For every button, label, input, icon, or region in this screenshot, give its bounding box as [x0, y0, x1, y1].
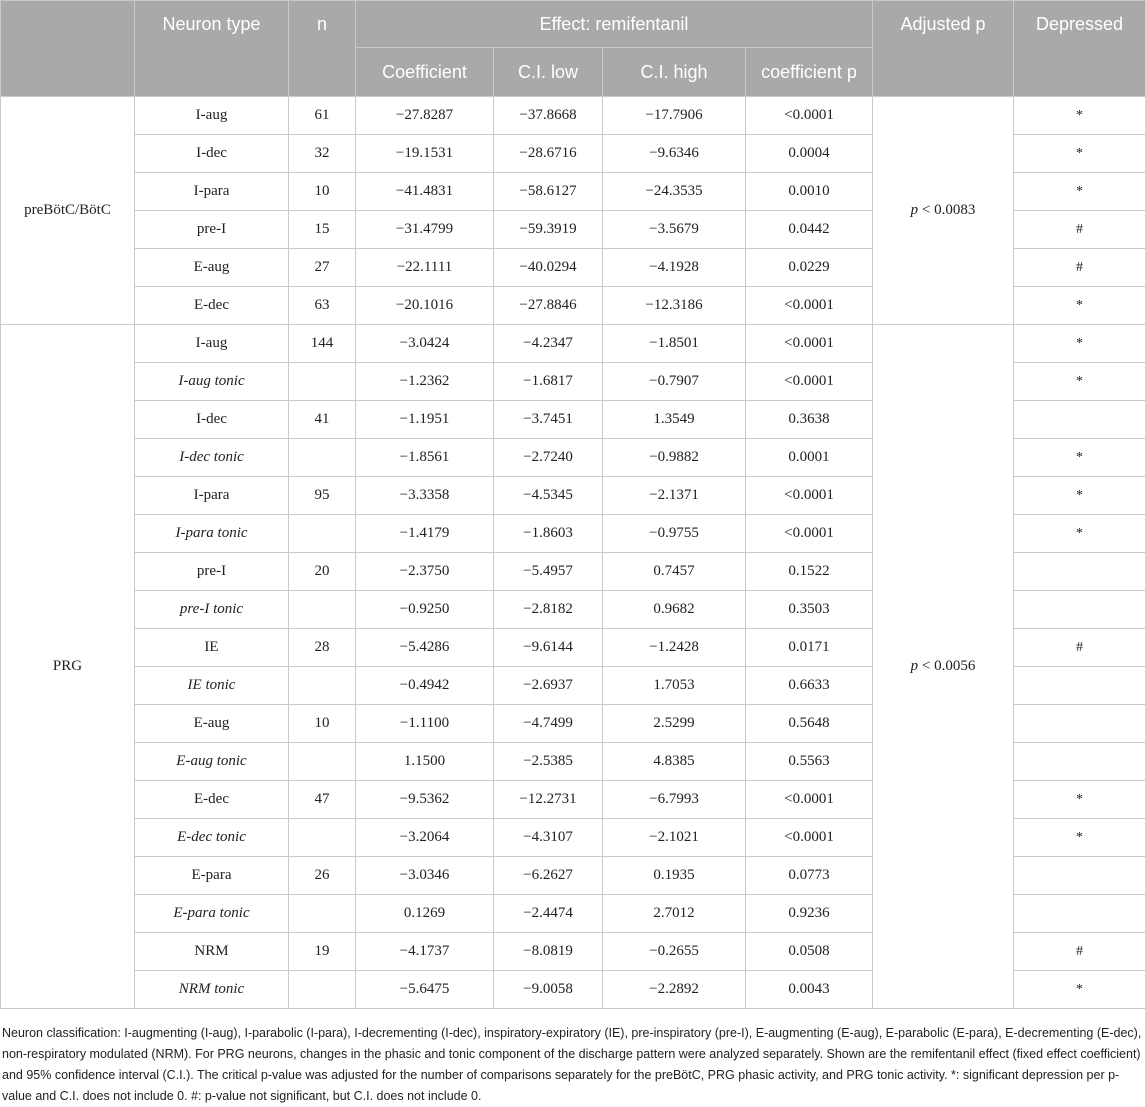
adjusted-p-symbol: p [911, 202, 919, 218]
ci-low-cell: −2.4474 [494, 895, 603, 933]
n-cell: 10 [289, 173, 356, 211]
ci-high-cell: −2.1021 [603, 819, 746, 857]
depressed-cell: # [1014, 249, 1145, 287]
ci-high-cell: −12.3186 [603, 287, 746, 325]
ci-low-cell: −2.8182 [494, 591, 603, 629]
depressed-cell [1014, 705, 1145, 743]
ci-low-cell: −27.8846 [494, 287, 603, 325]
n-cell [289, 895, 356, 933]
ci-high-cell: −1.2428 [603, 629, 746, 667]
coefficient-p-cell: <0.0001 [746, 363, 873, 401]
coefficient-cell: −19.1531 [356, 135, 494, 173]
depressed-cell: * [1014, 781, 1145, 819]
header-depressed: Depressed [1014, 1, 1145, 97]
depressed-cell: * [1014, 819, 1145, 857]
group-label: preBötC/BötC [1, 97, 135, 325]
depressed-cell: * [1014, 135, 1145, 173]
depressed-cell: * [1014, 971, 1145, 1009]
coefficient-cell: 1.1500 [356, 743, 494, 781]
neuron-type-cell: E-aug [135, 705, 289, 743]
ci-low-cell: −2.5385 [494, 743, 603, 781]
coefficient-p-cell: 0.0043 [746, 971, 873, 1009]
coefficient-p-cell: <0.0001 [746, 781, 873, 819]
ci-high-cell: −6.7993 [603, 781, 746, 819]
n-cell: 27 [289, 249, 356, 287]
ci-high-cell: −0.9755 [603, 515, 746, 553]
coefficient-cell: −3.0346 [356, 857, 494, 895]
coefficient-cell: −0.9250 [356, 591, 494, 629]
depressed-cell: # [1014, 629, 1145, 667]
coefficient-cell: −3.2064 [356, 819, 494, 857]
ci-low-cell: −1.6817 [494, 363, 603, 401]
ci-low-cell: −4.3107 [494, 819, 603, 857]
ci-low-cell: −4.2347 [494, 325, 603, 363]
ci-low-cell: −4.7499 [494, 705, 603, 743]
depressed-cell [1014, 857, 1145, 895]
coefficient-p-cell: 0.0171 [746, 629, 873, 667]
header-ci-high: C.I. high [603, 48, 746, 97]
coefficient-cell: −27.8287 [356, 97, 494, 135]
coefficient-cell: −31.4799 [356, 211, 494, 249]
n-cell: 32 [289, 135, 356, 173]
ci-low-cell: −2.7240 [494, 439, 603, 477]
n-cell: 144 [289, 325, 356, 363]
table-body [1, 97, 1145, 1009]
ci-high-cell: 0.7457 [603, 553, 746, 591]
ci-low-cell: −58.6127 [494, 173, 603, 211]
header-neuron-type: Neuron type [135, 1, 289, 97]
header-n: n [289, 1, 356, 97]
neuron-type-cell: E-dec [135, 287, 289, 325]
ci-low-cell: −40.0294 [494, 249, 603, 287]
n-cell: 63 [289, 287, 356, 325]
depressed-cell: * [1014, 363, 1145, 401]
coefficient-cell: −1.2362 [356, 363, 494, 401]
ci-high-cell: −24.3535 [603, 173, 746, 211]
coefficient-cell: −5.6475 [356, 971, 494, 1009]
coefficient-cell: −3.0424 [356, 325, 494, 363]
adjusted-p-symbol: p [911, 658, 919, 674]
neuron-type-cell: pre-I [135, 553, 289, 591]
coefficient-cell: −2.3750 [356, 553, 494, 591]
n-cell: 15 [289, 211, 356, 249]
coefficient-p-cell: <0.0001 [746, 97, 873, 135]
neuron-type-cell: E-aug [135, 249, 289, 287]
depressed-cell: * [1014, 287, 1145, 325]
coefficient-p-cell: 0.0773 [746, 857, 873, 895]
ci-high-cell: −2.2892 [603, 971, 746, 1009]
n-cell [289, 819, 356, 857]
ci-high-cell: 2.5299 [603, 705, 746, 743]
depressed-cell: # [1014, 211, 1145, 249]
neuron-type-cell: NRM [135, 933, 289, 971]
ci-high-cell: −17.7906 [603, 97, 746, 135]
neuron-type-cell: NRM tonic [135, 971, 289, 1009]
depressed-cell: * [1014, 325, 1145, 363]
depressed-cell: * [1014, 97, 1145, 135]
adjusted-p-threshold: < 0.0056 [918, 658, 975, 674]
ci-low-cell: −28.6716 [494, 135, 603, 173]
header-coefficient-p: coefficient p [746, 48, 873, 97]
n-cell: 61 [289, 97, 356, 135]
ci-high-cell: 0.1935 [603, 857, 746, 895]
coefficient-cell: −9.5362 [356, 781, 494, 819]
coefficient-cell: −1.8561 [356, 439, 494, 477]
depressed-cell: * [1014, 439, 1145, 477]
table-header [1, 1, 1145, 97]
neuron-type-cell: IE tonic [135, 667, 289, 705]
neuron-type-cell: E-para [135, 857, 289, 895]
n-cell: 10 [289, 705, 356, 743]
ci-low-cell: −9.6144 [494, 629, 603, 667]
depressed-cell [1014, 667, 1145, 705]
header-effect-remifentanil: Effect: remifentanil [356, 1, 873, 48]
ci-low-cell: −5.4957 [494, 553, 603, 591]
depressed-cell: * [1014, 173, 1145, 211]
neuron-type-cell: I-para tonic [135, 515, 289, 553]
coefficient-p-cell: 0.1522 [746, 553, 873, 591]
adjusted-p-cell [873, 97, 1014, 325]
n-cell [289, 743, 356, 781]
ci-high-cell: −3.5679 [603, 211, 746, 249]
ci-high-cell: −0.9882 [603, 439, 746, 477]
depressed-cell: * [1014, 515, 1145, 553]
coefficient-cell: −22.1111 [356, 249, 494, 287]
coefficient-p-cell: 0.0001 [746, 439, 873, 477]
ci-high-cell: −0.7907 [603, 363, 746, 401]
depressed-cell [1014, 895, 1145, 933]
neuron-type-cell: I-dec [135, 401, 289, 439]
ci-low-cell: −37.8668 [494, 97, 603, 135]
n-cell: 47 [289, 781, 356, 819]
ci-low-cell: −4.5345 [494, 477, 603, 515]
coefficient-p-cell: <0.0001 [746, 287, 873, 325]
n-cell: 19 [289, 933, 356, 971]
depressed-cell [1014, 743, 1145, 781]
table-footnote: Neuron classification: I-augmenting (I-aug), I-parabolic (I-para), I-decrementing (I-dec), inspiratory-expiratory (IE), pre-inspiratory (pre-I), E-augmenting (E-aug), E-parabolic (E-para), E-decrementing (E-dec), non-respiratory modulated (NRM). For PRG neurons, changes in the phasic and tonic component of the discharge pattern were analyzed separately. Shown are the remifentanil effect (fixed effect coefficient) and 95% confidence interval (C.I.). The critical p-value was adjusted for the number of comparisons separately for the preBötC, PRG phasic activity, and PRG tonic activity. *: significant depression per p-value and C.I. does not include 0. #: p-value not significant, but C.I. does not include 0. [2, 1023, 1143, 1107]
coefficient-p-cell: <0.0001 [746, 515, 873, 553]
neuron-type-cell: I-para [135, 477, 289, 515]
neuron-type-cell: E-para tonic [135, 895, 289, 933]
ci-high-cell: 4.8385 [603, 743, 746, 781]
neuron-type-cell: E-aug tonic [135, 743, 289, 781]
neuron-type-cell: I-aug [135, 325, 289, 363]
n-cell: 20 [289, 553, 356, 591]
ci-low-cell: −3.7451 [494, 401, 603, 439]
coefficient-p-cell: 0.0010 [746, 173, 873, 211]
n-cell [289, 363, 356, 401]
ci-low-cell: −9.0058 [494, 971, 603, 1009]
coefficient-cell: 0.1269 [356, 895, 494, 933]
depressed-cell: * [1014, 477, 1145, 515]
n-cell [289, 515, 356, 553]
coefficient-p-cell: 0.0004 [746, 135, 873, 173]
ci-high-cell: 1.7053 [603, 667, 746, 705]
coefficient-p-cell: 0.6633 [746, 667, 873, 705]
n-cell [289, 591, 356, 629]
ci-high-cell: −2.1371 [603, 477, 746, 515]
coefficient-p-cell: <0.0001 [746, 325, 873, 363]
coefficient-p-cell: 0.5648 [746, 705, 873, 743]
n-cell [289, 667, 356, 705]
table-row [1, 97, 1145, 135]
ci-low-cell: −12.2731 [494, 781, 603, 819]
table-row [1, 325, 1145, 363]
coefficient-cell: −5.4286 [356, 629, 494, 667]
ci-low-cell: −2.6937 [494, 667, 603, 705]
coefficient-cell: −41.4831 [356, 173, 494, 211]
coefficient-p-cell: 0.0508 [746, 933, 873, 971]
header-coefficient: Coefficient [356, 48, 494, 97]
neuron-type-cell: I-aug tonic [135, 363, 289, 401]
neuron-type-cell: I-aug [135, 97, 289, 135]
ci-low-cell: −1.8603 [494, 515, 603, 553]
ci-high-cell: 0.9682 [603, 591, 746, 629]
ci-low-cell: −8.0819 [494, 933, 603, 971]
depressed-cell [1014, 401, 1145, 439]
coefficient-p-cell: <0.0001 [746, 477, 873, 515]
group-label: PRG [1, 325, 135, 1009]
n-cell: 41 [289, 401, 356, 439]
neuron-type-cell: pre-I tonic [135, 591, 289, 629]
adjusted-p-threshold: < 0.0083 [918, 202, 975, 218]
ci-high-cell: −4.1928 [603, 249, 746, 287]
neuron-type-cell: E-dec tonic [135, 819, 289, 857]
coefficient-p-cell: <0.0001 [746, 819, 873, 857]
header-ci-low: C.I. low [494, 48, 603, 97]
coefficient-p-cell: 0.0442 [746, 211, 873, 249]
ci-high-cell: −1.8501 [603, 325, 746, 363]
neuron-type-cell: E-dec [135, 781, 289, 819]
coefficient-cell: −1.1100 [356, 705, 494, 743]
neuron-type-cell: I-para [135, 173, 289, 211]
n-cell: 26 [289, 857, 356, 895]
coefficient-cell: −0.4942 [356, 667, 494, 705]
neuron-type-cell: pre-I [135, 211, 289, 249]
neuron-type-cell: I-dec tonic [135, 439, 289, 477]
coefficient-cell: −3.3358 [356, 477, 494, 515]
header-adjusted-p: Adjusted p [873, 1, 1014, 97]
ci-high-cell: −9.6346 [603, 135, 746, 173]
coefficient-p-cell: 0.3503 [746, 591, 873, 629]
n-cell [289, 439, 356, 477]
depressed-cell: # [1014, 933, 1145, 971]
coefficient-p-cell: 0.0229 [746, 249, 873, 287]
ci-low-cell: −6.2627 [494, 857, 603, 895]
adjusted-p-cell [873, 325, 1014, 1009]
n-cell: 95 [289, 477, 356, 515]
n-cell [289, 971, 356, 1009]
coefficient-cell: −4.1737 [356, 933, 494, 971]
ci-high-cell: −0.2655 [603, 933, 746, 971]
coefficient-cell: −1.4179 [356, 515, 494, 553]
coefficient-cell: −1.1951 [356, 401, 494, 439]
coefficient-p-cell: 0.5563 [746, 743, 873, 781]
depressed-cell [1014, 591, 1145, 629]
ci-low-cell: −59.3919 [494, 211, 603, 249]
n-cell: 28 [289, 629, 356, 667]
ci-high-cell: 1.3549 [603, 401, 746, 439]
header-blank-cell [1, 1, 135, 97]
coefficient-p-cell: 0.9236 [746, 895, 873, 933]
depressed-cell [1014, 553, 1145, 591]
neuron-type-cell: IE [135, 629, 289, 667]
ci-high-cell: 2.7012 [603, 895, 746, 933]
coefficient-cell: −20.1016 [356, 287, 494, 325]
coefficient-p-cell: 0.3638 [746, 401, 873, 439]
neuron-type-cell: I-dec [135, 135, 289, 173]
